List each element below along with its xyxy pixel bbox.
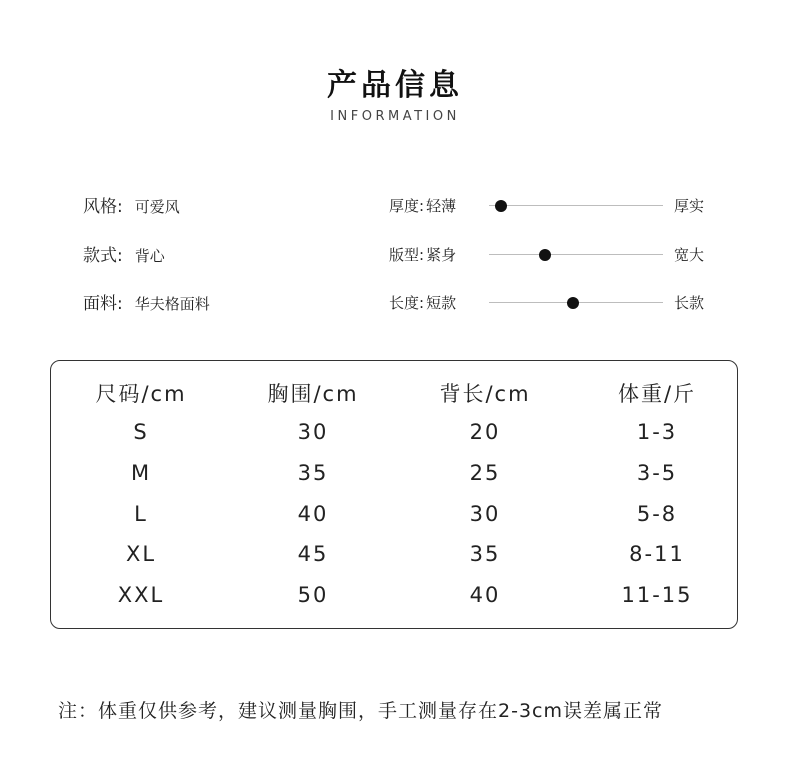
table-cell: 8-11 bbox=[629, 542, 685, 566]
table-cell: L bbox=[134, 502, 148, 526]
scale-track bbox=[489, 205, 663, 206]
scale-marker bbox=[495, 200, 507, 212]
table-row bbox=[51, 420, 737, 456]
table-cell: 30 bbox=[297, 420, 329, 444]
page-subtitle: INFORMATION bbox=[330, 109, 460, 124]
scale-marker bbox=[567, 297, 579, 309]
table-cell: 35 bbox=[297, 461, 329, 485]
attribute-fabric bbox=[83, 289, 210, 314]
table-header-cell: 尺码/cm bbox=[95, 382, 187, 406]
table-header-row bbox=[51, 378, 737, 414]
table-cell: 30 bbox=[469, 502, 501, 526]
scale-min-label: 短款 bbox=[426, 294, 457, 312]
attribute-label: 款式: bbox=[83, 246, 123, 266]
attribute-value: 华夫格面料 bbox=[134, 295, 210, 313]
table-cell: XL bbox=[125, 542, 157, 566]
table-header-cell: 体重/斤 bbox=[617, 382, 697, 406]
size-table bbox=[50, 360, 738, 629]
table-cell: S bbox=[133, 420, 149, 444]
table-cell: 40 bbox=[469, 583, 501, 607]
scale-fit bbox=[389, 242, 719, 266]
scale-max-label: 宽大 bbox=[674, 246, 705, 264]
scale-label: 版型: 紧身 bbox=[389, 246, 457, 264]
table-cell: 35 bbox=[469, 542, 501, 566]
scale-marker bbox=[539, 249, 551, 261]
table-row bbox=[51, 502, 737, 538]
attribute-value: 背心 bbox=[134, 247, 165, 265]
attribute-label: 风格: bbox=[83, 197, 123, 217]
scale-thickness bbox=[389, 193, 719, 217]
table-cell: M bbox=[130, 461, 152, 485]
footnote: 注：体重仅供参考，建议测量胸围，手工测量存在2-3cm误差属正常 bbox=[58, 700, 663, 722]
scale-max-label: 厚实 bbox=[674, 197, 705, 215]
attribute-value: 可爱风 bbox=[134, 198, 180, 216]
scale-label: 长度: 短款 bbox=[389, 294, 457, 312]
attribute-type bbox=[83, 241, 165, 266]
table-cell: 40 bbox=[297, 502, 329, 526]
table-cell: 5-8 bbox=[636, 502, 678, 526]
scale-min-label: 紧身 bbox=[426, 246, 457, 264]
table-header-cell: 胸围/cm bbox=[267, 382, 359, 406]
table-cell: 11-15 bbox=[621, 583, 693, 607]
table-cell: 3-5 bbox=[636, 461, 678, 485]
table-cell: 1-3 bbox=[636, 420, 678, 444]
table-row bbox=[51, 583, 737, 619]
table-cell: 50 bbox=[297, 583, 329, 607]
scale-min-label: 轻薄 bbox=[426, 197, 457, 215]
scale-track bbox=[489, 254, 663, 255]
page-title: 产品信息 bbox=[327, 68, 463, 103]
table-cell: 25 bbox=[469, 461, 501, 485]
table-cell: XXL bbox=[117, 583, 165, 607]
table-row bbox=[51, 542, 737, 578]
table-header-cell: 背长/cm bbox=[439, 382, 531, 406]
attribute-label: 面料: bbox=[83, 294, 123, 314]
attribute-style bbox=[83, 192, 180, 217]
table-row bbox=[51, 461, 737, 497]
scale-label: 厚度: 轻薄 bbox=[389, 197, 457, 215]
scale-length bbox=[389, 290, 719, 314]
scale-max-label: 长款 bbox=[674, 294, 705, 312]
table-cell: 20 bbox=[469, 420, 501, 444]
table-cell: 45 bbox=[297, 542, 329, 566]
